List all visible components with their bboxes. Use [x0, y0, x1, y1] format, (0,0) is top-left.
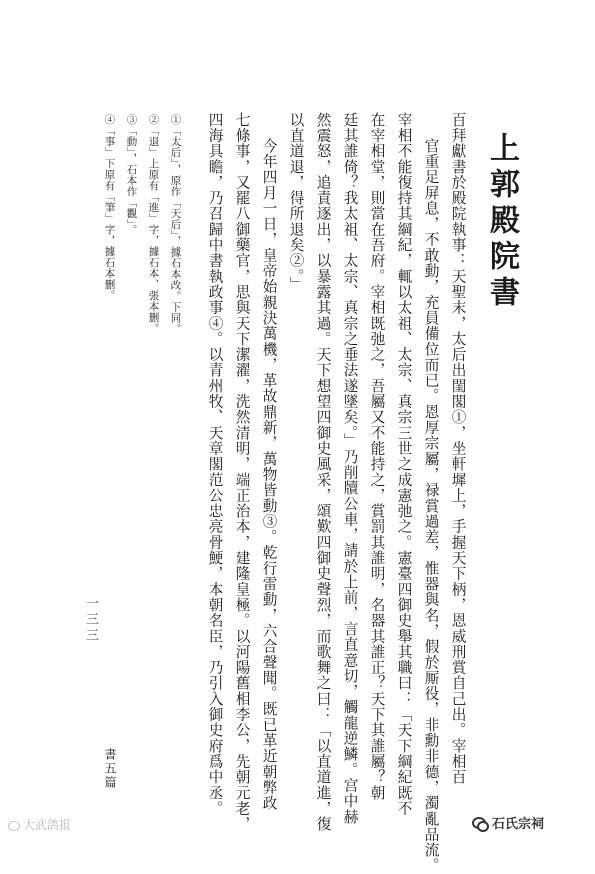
- bubble-icon: [8, 821, 20, 831]
- page-number: 一三三: [83, 596, 98, 644]
- body-column-6: 然震怒，追責逐出，以暴露其過。天下想望四御史風采，頌歎四御史聲烈，而歌舞之曰：「以直道進，復: [314, 112, 332, 832]
- body-column-1: 百拜獻書於殿院執事：天聖末，太后出閨閣①，坐軒墀上，手握天下柄，恩威刑賞自己出。宰相百: [449, 112, 467, 785]
- document-title: 上郭殿院書: [484, 132, 519, 312]
- note-4: ④「事」下原有「筆」字，據石本删。: [103, 114, 116, 301]
- note-3: ③「動」，石本作「觀」。: [125, 114, 138, 236]
- section-mark: 書五篇: [103, 748, 117, 790]
- body-column-3: 宰相不能復持其綱紀，輒以太祖、太宗、真宗三世之成憲弛之。憲臺四御史舉其職曰：「天下綱紀既不: [395, 112, 413, 817]
- watermark-right-text: 石氏宗祠: [492, 817, 545, 832]
- body-column-4: 在宰相堂，則當在吾府。宰相既弛之，吾屬又不能持之，賞罰其誰明，名器其誰正？天下其誰屬？朝: [368, 112, 386, 801]
- watermark-left: [8, 816, 71, 833]
- note-2: ②「退」上原有「進」字，據石本、張本删。: [147, 114, 160, 334]
- note-1: ①「太后」，原作「天后」，據石本改。下同。: [169, 114, 182, 335]
- wechat-icon: [472, 816, 488, 830]
- body-column-2: 官重足屏息，不敢動，充員備位而已。恩厚宗屬，禄賞過差，惟器與名，假於厮役，非勳非德，濁亂品流。: [422, 138, 440, 874]
- body-column-8: 今年四月一日，皇帝始親決萬機，革故鼎新，萬物皆動③。乾行雷動，六合聲聞。既已革近朝弊政: [260, 138, 278, 811]
- body-column-10: 四海具瞻，乃召歸中書執政事④。以青州牧、天章閣范公忠亮骨鯁，本朝名臣，乃引入御史府爲中丞。: [206, 112, 224, 817]
- body-column-7: 以直道退，得所退矣②。」: [287, 112, 305, 293]
- body-column-5: 廷其誰倚？我太祖、太宗、真宗之垂法遂墜矣。」乃削牘公車，請於上前，言直意切，觸龍逆鱗。宫中赫: [341, 112, 359, 825]
- watermark-right: [472, 813, 544, 832]
- body-column-9: 七條事，又罷八御藥官，思與天下潔濯，洗然清明，端正治本，建隆皇極。以河陽舊相李公，先朝元老，: [233, 112, 251, 832]
- watermark-left-text: 大武鸽报: [23, 818, 72, 832]
